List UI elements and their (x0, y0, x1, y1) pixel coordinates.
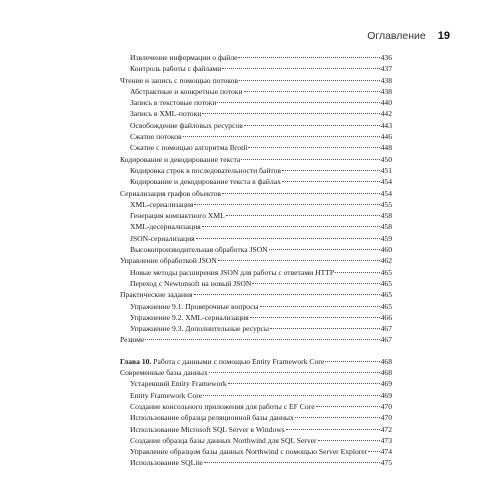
toc-chapter-page: 468 (380, 356, 392, 366)
toc-entry-page: 455 (380, 199, 392, 209)
toc-entry-title: Сжатие потоков (130, 132, 182, 142)
toc-entry-title: Сжатие с помощью алгоритма Brotli (130, 143, 248, 153)
toc-entry-title: Запись в текстовые потоки (130, 98, 217, 108)
toc-entry[interactable] (120, 199, 392, 210)
toc-entry-title: Управление образцом базы данных Northwind с помощью Server Explorer (130, 447, 368, 457)
toc-entry-page: 467 (380, 324, 392, 334)
toc-entry-page: 446 (380, 132, 392, 142)
toc-entry-title: Использование SQLite (130, 458, 203, 468)
toc-leader-dots (218, 259, 380, 261)
toc-block-2 (120, 367, 392, 469)
toc-entry[interactable] (120, 457, 392, 468)
toc-entry[interactable] (120, 435, 392, 446)
toc-leader-dots (248, 146, 379, 148)
toc-entry-title: Устаревший Entity Framework (130, 379, 227, 389)
toc-entry-page: 472 (380, 424, 392, 434)
toc-chapter-title: Работа с данными с помощью Entity Framework Core (153, 356, 325, 366)
toc-entry[interactable] (120, 97, 392, 108)
toc-entry[interactable] (120, 323, 392, 334)
toc-leader-dots (196, 237, 380, 239)
toc-entry-title: Резюме (120, 335, 145, 345)
toc-leader-dots (238, 56, 379, 58)
toc-entry-title: Освобождение файловых ресурсов (130, 120, 243, 130)
toc-entry[interactable] (120, 154, 392, 165)
toc-entry[interactable] (120, 378, 392, 389)
toc-entry-title: Упражнение 9.1. Проверочные вопросы (130, 301, 259, 311)
toc-entry[interactable] (120, 188, 392, 199)
toc-entry-page: 473 (380, 435, 392, 445)
toc-entry-page: 438 (380, 75, 392, 85)
toc-entry-title: Высокопроизводительная обработка JSON (130, 245, 268, 255)
toc-entry-page: 465 (380, 301, 392, 311)
toc-entry-page: 443 (380, 120, 392, 130)
toc-entry-title: Практические задания (120, 290, 193, 300)
toc-entry-page: 465 (380, 267, 392, 277)
toc-entry-page: 437 (380, 64, 392, 74)
toc-entry-title: Использование Microsoft SQL Server в Windows (130, 424, 285, 434)
toc-leader-dots (202, 225, 380, 227)
toc-entry-page: 454 (380, 188, 392, 198)
toc-leader-dots (222, 67, 379, 69)
running-header (367, 30, 450, 42)
toc-entry[interactable] (120, 52, 392, 63)
toc-entry-page: 467 (380, 335, 392, 345)
toc-entry-title: Создание консольного приложения для работы с EF Core (130, 401, 315, 411)
toc-entry-title: Кодирование и декодирование текста в файлах (130, 177, 281, 187)
toc-entry[interactable] (120, 301, 392, 312)
page-number: 19 (437, 30, 450, 42)
toc-entry-title: Чтение и запись с помощью потоков (120, 75, 239, 85)
toc-entry-page: 458 (380, 222, 392, 232)
toc-entry-page: 468 (380, 368, 392, 378)
toc-entry[interactable] (120, 267, 392, 278)
toc-leader-dots (260, 305, 380, 307)
toc-leader-dots (325, 360, 379, 362)
toc-entry-page: 450 (380, 154, 392, 164)
toc-entry-page: 465 (380, 278, 392, 288)
toc-leader-dots (217, 101, 379, 103)
toc-leader-dots (241, 158, 379, 160)
toc-entry-page: 440 (380, 98, 392, 108)
toc-entry[interactable] (120, 424, 392, 435)
toc-leader-dots (204, 461, 380, 463)
toc-entry[interactable] (120, 289, 392, 300)
toc-entry-title: XML-десериализация (130, 222, 201, 232)
toc-leader-dots (335, 271, 380, 273)
toc-entry-page: 454 (380, 177, 392, 187)
running-header-title: Оглавление (367, 30, 426, 42)
toc-leader-dots (222, 192, 380, 194)
toc-entry[interactable] (120, 221, 392, 232)
toc-leader-dots (316, 405, 380, 407)
toc-entry[interactable] (120, 86, 392, 97)
toc-entry-page: 469 (380, 379, 392, 389)
toc-entry[interactable] (120, 278, 392, 289)
toc-entry-page: 469 (380, 390, 392, 400)
toc-entry-page: 470 (380, 401, 392, 411)
toc-spacer (120, 346, 392, 356)
toc-entry[interactable] (120, 390, 392, 401)
toc-leader-dots (282, 169, 380, 171)
toc-leader-dots (183, 135, 380, 137)
toc-leader-dots (202, 112, 379, 114)
toc-leader-dots (252, 282, 379, 284)
toc-leader-dots (250, 316, 380, 318)
toc-entry[interactable] (120, 131, 392, 142)
toc-entry-title: Создание образца базы данных Northwind для SQL Server (130, 435, 317, 445)
toc-entry[interactable] (120, 176, 392, 187)
toc-leader-dots (209, 371, 380, 373)
toc-entry[interactable] (120, 244, 392, 255)
toc-entry[interactable] (120, 334, 392, 345)
toc-entry-page: 436 (380, 53, 392, 62)
toc-entry-page: 474 (380, 447, 392, 457)
toc-entry[interactable] (120, 446, 392, 457)
toc-entry-title: Управление обработкой JSON (120, 256, 217, 266)
toc-entry-title: Упражнение 9.2. XML-сериализация (130, 312, 249, 322)
toc-entry-title: Кодирование и декодирование текста (120, 154, 241, 164)
toc-entry-page: 460 (380, 245, 392, 255)
toc-chapter-heading (120, 356, 324, 367)
toc-entry-title: Запись в XML-потоки (130, 109, 202, 119)
toc-leader-dots (368, 450, 379, 452)
toc-leader-dots (282, 180, 380, 182)
toc-leader-dots (203, 394, 379, 396)
toc-leader-dots (244, 124, 380, 126)
toc-chapter-label: Глава 10. (120, 356, 152, 366)
toc-entry[interactable] (120, 412, 392, 423)
toc-entry[interactable] (120, 312, 392, 323)
toc-entry-page: 438 (380, 86, 392, 96)
toc-leader-dots (194, 203, 379, 205)
toc-entry-page: 465 (380, 290, 392, 300)
toc-entry[interactable] (120, 142, 392, 153)
toc-entry-title: Извлечение информации о файле (130, 53, 238, 62)
toc-entry-page: 448 (380, 143, 392, 153)
toc-entry-title: Сериализация графов объектов (120, 188, 222, 198)
toc-leader-dots (295, 416, 380, 418)
toc-entry-page: 475 (380, 458, 392, 468)
toc-leader-dots (228, 382, 380, 384)
toc-entry-page: 470 (380, 413, 392, 423)
toc-leader-dots (286, 428, 380, 430)
toc-entry-page: 442 (380, 109, 392, 119)
toc-leader-dots (194, 293, 380, 295)
toc-entry-title: Упражнение 9.3. Дополнительные ресурсы (130, 324, 270, 334)
toc-entry-title: Контроль работы с файлами (130, 64, 222, 74)
toc-block-1 (120, 52, 392, 346)
toc-entry[interactable] (120, 210, 392, 221)
toc-chapter-entry[interactable] (120, 356, 392, 367)
toc-entry-title: Абстрактные и конкретные потоки (130, 86, 243, 96)
toc-entry[interactable] (120, 165, 392, 176)
toc-entry[interactable] (120, 233, 392, 244)
toc-entry-title: Генерация компактного XML (130, 211, 225, 221)
toc-entry-title: Кодировка строк в последовательности байтов (130, 165, 282, 175)
toc-entry-title: Entity Framework Core (130, 390, 203, 400)
toc-leader-dots (269, 248, 380, 250)
toc-entry-title: JSON-сериализация (130, 233, 195, 243)
toc-leader-dots (226, 214, 380, 216)
toc-entry[interactable] (120, 367, 392, 378)
toc-leader-dots (239, 79, 380, 81)
toc-entry[interactable] (120, 401, 392, 412)
toc-leader-dots (244, 90, 380, 92)
toc-entry-page: 451 (380, 165, 392, 175)
toc-entry-title: Использование образца реляционной базы данных (130, 413, 294, 423)
toc-entry-page: 458 (380, 211, 392, 221)
toc-entry[interactable] (120, 63, 392, 74)
toc-entry[interactable] (120, 255, 392, 266)
toc-leader-dots (270, 327, 380, 329)
toc-entry[interactable] (120, 108, 392, 119)
toc-entry-page: 466 (380, 312, 392, 322)
toc-leader-dots (145, 338, 379, 340)
table-of-contents (120, 52, 392, 469)
toc-entry[interactable] (120, 75, 392, 86)
toc-entry-title: Переход с Newtonsoft на новый JSON (130, 278, 252, 288)
toc-leader-dots (318, 439, 380, 441)
toc-entry[interactable] (120, 120, 392, 131)
toc-entry-title: Новые методы расширения JSON для работы с ответами HTTP (130, 267, 335, 277)
toc-entry-title: XML-сериализация (130, 199, 194, 209)
toc-entry-title: Современные базы данных (120, 368, 208, 378)
toc-entry-page: 462 (380, 256, 392, 266)
toc-entry-page: 459 (380, 233, 392, 243)
